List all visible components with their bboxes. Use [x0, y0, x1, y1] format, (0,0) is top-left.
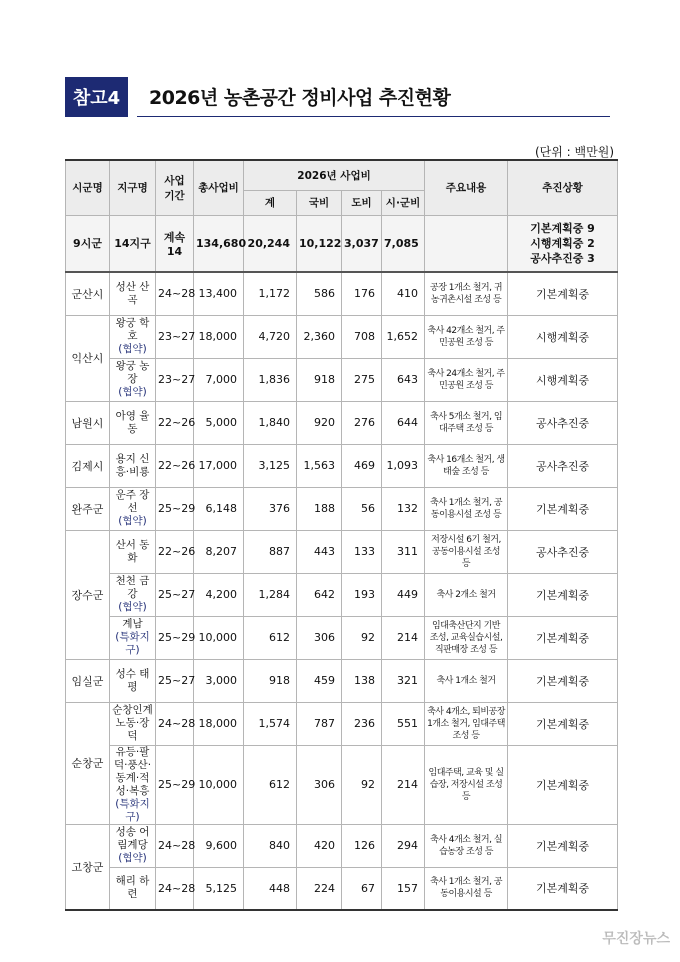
col-content: 주요내용: [425, 160, 508, 215]
sum-cell: 1,172: [244, 272, 297, 315]
total-budget-cell: 5,125: [194, 867, 244, 910]
status-cell: 공사추진중: [508, 401, 618, 444]
district-name: 유등·팔덕·풍산·동계·적성·복흥: [113, 745, 152, 797]
total-sum: 20,244: [244, 215, 297, 272]
district-cell: [110, 401, 156, 444]
city-cell: 157: [382, 867, 425, 910]
content-cell: 축사 5개소 철거, 임대주택 조성 등: [425, 401, 508, 444]
content-cell: 축사 1개소 철거, 공동이용시설 조성 등: [425, 487, 508, 530]
provincial-cell: 92: [342, 616, 382, 659]
col-sum: 계: [244, 190, 297, 215]
county-cell: 익산시: [66, 315, 110, 401]
provincial-cell: 275: [342, 358, 382, 401]
table-row: [66, 315, 618, 358]
provincial-cell: 67: [342, 867, 382, 910]
national-cell: 306: [297, 745, 342, 824]
total-district: 14지구: [110, 215, 156, 272]
content-cell: 축사 16개소 철거, 생태숲 조성 등: [425, 444, 508, 487]
district-cell: [110, 702, 156, 745]
period-cell: 25~27: [156, 573, 194, 616]
status-cell: 기본계획중: [508, 867, 618, 910]
total-budget-cell: 4,200: [194, 573, 244, 616]
period-cell: 25~27: [156, 659, 194, 702]
content-cell: 축사 42개소 철거, 주민공원 조성 등: [425, 315, 508, 358]
period-cell: 22~26: [156, 444, 194, 487]
col-district: 지구명: [110, 160, 156, 215]
total-budget-cell: 6,148: [194, 487, 244, 530]
sum-cell: 612: [244, 616, 297, 659]
content-cell: 공장 1개소 철거, 귀농귀촌시설 조성 등: [425, 272, 508, 315]
title-bar: [65, 77, 610, 117]
district-name: 산서 동화: [115, 538, 150, 564]
content-cell: 축사 4개소 철거, 실습농장 조성 등: [425, 824, 508, 867]
period-cell: 25~29: [156, 616, 194, 659]
table-row: [66, 272, 618, 315]
city-cell: 1,093: [382, 444, 425, 487]
table-row: [66, 745, 618, 824]
content-cell: 축사 2개소 철거: [425, 573, 508, 616]
content-cell: 임대주택, 교육 및 실습장, 저장시설 조성 등: [425, 745, 508, 824]
district-cell: [110, 824, 156, 867]
district-cell: [110, 487, 156, 530]
city-cell: 1,652: [382, 315, 425, 358]
section-badge: 참고4: [65, 77, 128, 117]
district-cell: [110, 573, 156, 616]
provincial-cell: 236: [342, 702, 382, 745]
district-tag: (특화지구): [115, 797, 150, 823]
city-cell: 644: [382, 401, 425, 444]
national-cell: 443: [297, 530, 342, 573]
period-cell: 24~28: [156, 824, 194, 867]
district-name: 순창인계 노동·장덕: [112, 704, 153, 742]
table-row: [66, 530, 618, 573]
district-name: 왕궁 학호: [115, 317, 150, 342]
city-cell: 311: [382, 530, 425, 573]
county-cell: 장수군: [66, 530, 110, 659]
total-budget: 134,680: [194, 215, 244, 272]
district-name: 왕궁 농장: [115, 360, 150, 385]
sum-cell: 840: [244, 824, 297, 867]
city-cell: 294: [382, 824, 425, 867]
national-cell: 224: [297, 867, 342, 910]
district-name: 운주 장선: [115, 489, 150, 514]
period-cell: 22~26: [156, 401, 194, 444]
county-cell: 남원시: [66, 401, 110, 444]
district-name: 성산 산곡: [115, 280, 150, 306]
national-cell: 188: [297, 487, 342, 530]
col-county: 시군명: [66, 160, 110, 215]
county-cell: 완주군: [66, 487, 110, 530]
sum-cell: 4,720: [244, 315, 297, 358]
city-cell: 643: [382, 358, 425, 401]
content-cell: 축사 24개소 철거, 주민공원 조성 등: [425, 358, 508, 401]
county-cell: 군산시: [66, 272, 110, 315]
sum-cell: 376: [244, 487, 297, 530]
table-row: [66, 444, 618, 487]
district-cell: [110, 659, 156, 702]
provincial-cell: 56: [342, 487, 382, 530]
total-budget-cell: 9,600: [194, 824, 244, 867]
sum-cell: 612: [244, 745, 297, 824]
provincial-cell: 138: [342, 659, 382, 702]
sum-cell: 448: [244, 867, 297, 910]
sum-cell: 918: [244, 659, 297, 702]
city-cell: 214: [382, 745, 425, 824]
budget-table: [65, 159, 618, 911]
total-county: 9시군: [66, 215, 110, 272]
period-cell: 24~28: [156, 272, 194, 315]
total-budget-cell: 18,000: [194, 315, 244, 358]
city-cell: 551: [382, 702, 425, 745]
provincial-cell: 276: [342, 401, 382, 444]
district-tag: (협약): [118, 852, 147, 864]
status-cell: 공사추진중: [508, 444, 618, 487]
table-row: [66, 867, 618, 910]
national-cell: 787: [297, 702, 342, 745]
table-row: [66, 573, 618, 616]
status-cell: 기본계획중: [508, 702, 618, 745]
total-budget-cell: 13,400: [194, 272, 244, 315]
total-period: 계속14: [156, 215, 194, 272]
county-cell: 고창군: [66, 824, 110, 910]
total-budget-cell: 7,000: [194, 358, 244, 401]
national-cell: 918: [297, 358, 342, 401]
county-cell: 임실군: [66, 659, 110, 702]
content-cell: 임대축산단지 기반 조성, 교육실습시설, 직판매장 조성 등: [425, 616, 508, 659]
content-cell: 저장시설 6기 철거, 공동이용시설 조성 등: [425, 530, 508, 573]
table-row: [66, 616, 618, 659]
sum-cell: 1,284: [244, 573, 297, 616]
sum-cell: 1,840: [244, 401, 297, 444]
district-name: 성수 태평: [115, 667, 150, 693]
county-cell: 김제시: [66, 444, 110, 487]
page-title: 2026년 농촌공간 정비사업 추진현황: [149, 87, 451, 109]
district-cell: [110, 530, 156, 573]
provincial-cell: 193: [342, 573, 382, 616]
content-cell: 축사 1개소 철거: [425, 659, 508, 702]
period-cell: 22~26: [156, 530, 194, 573]
status-cell: 시행계획중: [508, 315, 618, 358]
district-cell: [110, 358, 156, 401]
national-cell: 920: [297, 401, 342, 444]
total-budget-cell: 17,000: [194, 444, 244, 487]
city-cell: 449: [382, 573, 425, 616]
district-tag: (협약): [118, 515, 147, 527]
period-cell: 23~27: [156, 358, 194, 401]
provincial-cell: 176: [342, 272, 382, 315]
total-content: [425, 215, 508, 272]
provincial-cell: 133: [342, 530, 382, 573]
table-row: [66, 487, 618, 530]
total-provincial: 3,037: [342, 215, 382, 272]
total-status-line: 공사추진중 3: [530, 251, 595, 265]
unit-label: (단위 : 백만원): [535, 145, 614, 159]
city-cell: 214: [382, 616, 425, 659]
status-cell: 기본계획중: [508, 659, 618, 702]
national-cell: 642: [297, 573, 342, 616]
status-cell: 기본계획중: [508, 573, 618, 616]
sum-cell: 3,125: [244, 444, 297, 487]
district-name: 해리 하련: [115, 875, 150, 901]
period-cell: 25~29: [156, 487, 194, 530]
national-cell: 459: [297, 659, 342, 702]
national-cell: 306: [297, 616, 342, 659]
period-cell: 24~28: [156, 702, 194, 745]
status-cell: 기본계획중: [508, 616, 618, 659]
district-tag: (협약): [118, 343, 147, 355]
status-cell: 공사추진중: [508, 530, 618, 573]
total-status-line: 시행계획중 2: [530, 236, 595, 250]
total-budget-cell: 5,000: [194, 401, 244, 444]
district-cell: [110, 444, 156, 487]
city-cell: 321: [382, 659, 425, 702]
sum-cell: 1,574: [244, 702, 297, 745]
status-cell: 기본계획중: [508, 745, 618, 824]
district-tag: (협약): [118, 386, 147, 398]
district-name: 용지 신흥·비룡: [115, 452, 150, 478]
status-cell: 기본계획중: [508, 272, 618, 315]
city-cell: 132: [382, 487, 425, 530]
total-budget-cell: 10,000: [194, 616, 244, 659]
city-cell: 410: [382, 272, 425, 315]
table-row: [66, 702, 618, 745]
district-cell: [110, 616, 156, 659]
status-cell: 시행계획중: [508, 358, 618, 401]
total-budget-cell: 18,000: [194, 702, 244, 745]
title-underline: [137, 116, 610, 117]
total-budget-cell: 8,207: [194, 530, 244, 573]
national-cell: 420: [297, 824, 342, 867]
col-status: 추진상황: [508, 160, 618, 215]
total-budget-cell: 3,000: [194, 659, 244, 702]
col-period: 사업 기간: [156, 160, 194, 215]
district-cell: [110, 272, 156, 315]
table-row: [66, 401, 618, 444]
district-name: 계남: [122, 618, 143, 630]
county-cell: 순창군: [66, 702, 110, 824]
district-cell: [110, 867, 156, 910]
watermark-logo: 무진장뉴스: [602, 931, 670, 947]
period-cell: 23~27: [156, 315, 194, 358]
table-row: [66, 824, 618, 867]
total-status-line: 기본계획중 9: [530, 221, 595, 235]
status-cell: 기본계획중: [508, 487, 618, 530]
national-cell: 1,563: [297, 444, 342, 487]
district-name: 아영 율동: [115, 409, 150, 435]
total-budget-cell: 10,000: [194, 745, 244, 824]
content-cell: 축사 4개소, 퇴비공장 1개소 철거, 임대주택 조성 등: [425, 702, 508, 745]
content-cell: 축사 1개소 철거, 공동이용시설 등: [425, 867, 508, 910]
provincial-cell: 708: [342, 315, 382, 358]
col-total-budget: 총사업비: [194, 160, 244, 215]
total-national: 10,122: [297, 215, 342, 272]
district-name: 성송 어림계당: [115, 826, 150, 851]
table-row: [66, 659, 618, 702]
col-city: 시·군비: [382, 190, 425, 215]
provincial-cell: 126: [342, 824, 382, 867]
district-tag: (특화지구): [115, 631, 150, 656]
status-cell: 기본계획중: [508, 824, 618, 867]
total-status: [508, 215, 618, 272]
district-name: 천천 금강: [115, 575, 150, 600]
col-budget-2026: 2026년 사업비: [244, 160, 425, 190]
period-cell: 24~28: [156, 867, 194, 910]
table-row: [66, 358, 618, 401]
period-cell: 25~29: [156, 745, 194, 824]
sum-cell: 1,836: [244, 358, 297, 401]
col-provincial: 도비: [342, 190, 382, 215]
national-cell: 2,360: [297, 315, 342, 358]
total-city: 7,085: [382, 215, 425, 272]
provincial-cell: 469: [342, 444, 382, 487]
district-cell: [110, 745, 156, 824]
col-national: 국비: [297, 190, 342, 215]
district-tag: (협약): [118, 601, 147, 613]
provincial-cell: 92: [342, 745, 382, 824]
total-row: [66, 215, 618, 272]
district-cell: [110, 315, 156, 358]
national-cell: 586: [297, 272, 342, 315]
sum-cell: 887: [244, 530, 297, 573]
